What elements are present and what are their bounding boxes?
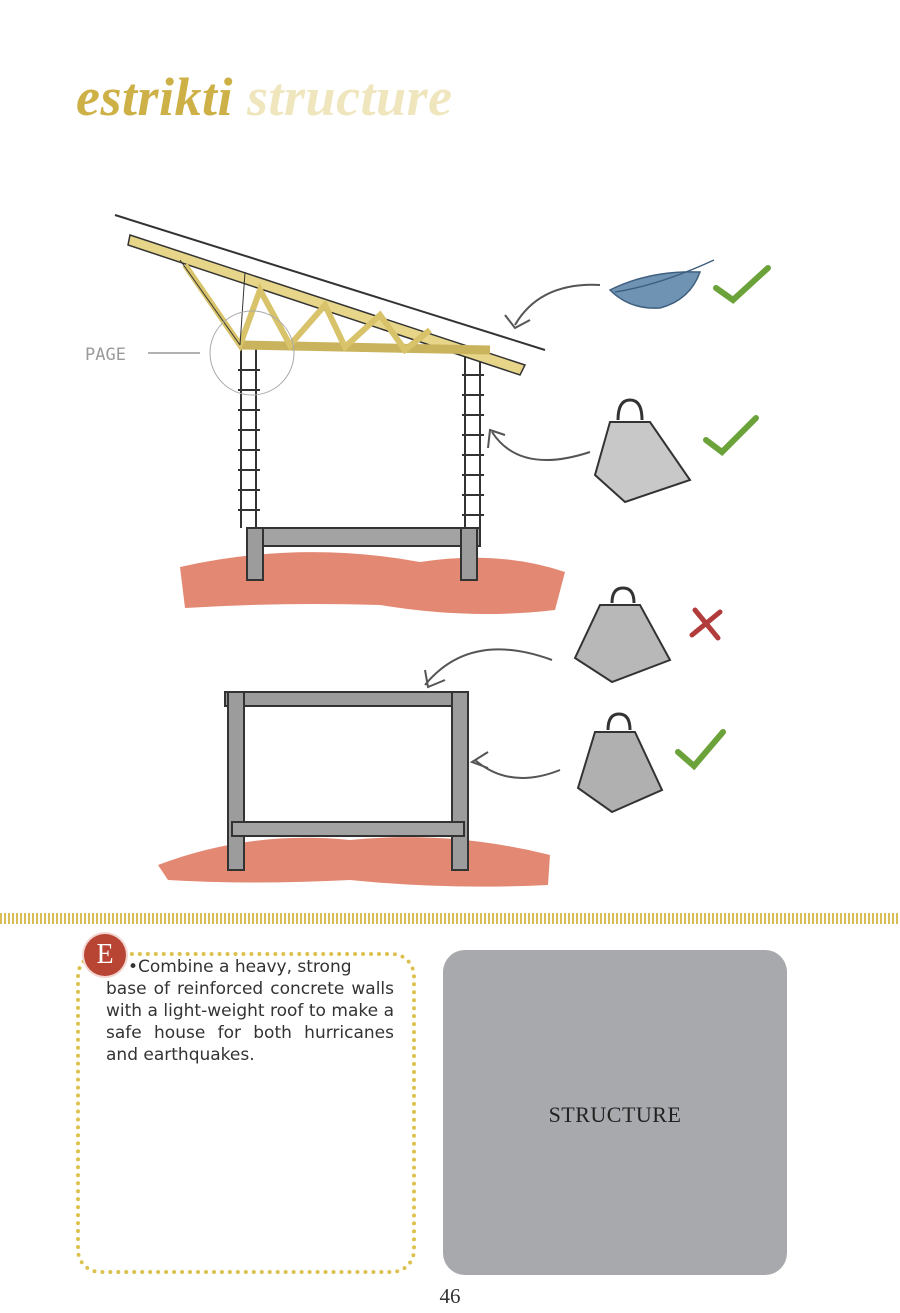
structure-panel-label: STRUCTURE (548, 1102, 682, 1127)
lower-wall-arrow (472, 752, 560, 778)
upper-right-footing (461, 528, 477, 580)
page-number: 46 (439, 1284, 461, 1308)
upper-house (85, 215, 600, 614)
note-badge: E (84, 934, 126, 976)
detail-circle (210, 311, 294, 395)
lower-floor-slab (232, 822, 464, 836)
check-icon-feather (716, 268, 768, 300)
note-body-text: base of reinforced concrete walls with a light-weight roof to make a safe house for both hurricanes and earthquakes. (106, 979, 394, 1065)
lower-frame-beam (225, 692, 467, 706)
roof-truss (115, 215, 545, 375)
wall-arrow (488, 430, 590, 460)
page-title (76, 67, 453, 127)
weight-icon-roof-rejected (575, 588, 670, 682)
note-bullet-text: •Combine a heavy, strong (128, 957, 352, 977)
lower-roof-arrow (425, 649, 552, 687)
section-divider (0, 913, 900, 924)
check-icon-upper-weight (706, 418, 756, 452)
upper-left-footing (247, 528, 263, 580)
lower-left-wall (228, 692, 244, 870)
structure-illustration (0, 190, 900, 900)
lower-right-wall (452, 692, 468, 870)
feather-icon (610, 260, 714, 308)
lower-house (158, 649, 560, 886)
upper-left-rebar-column (238, 348, 260, 528)
upper-floor-slab (248, 528, 480, 546)
page-label: PAGE (85, 345, 126, 365)
roof-arrow (505, 285, 600, 328)
note-text (106, 956, 394, 1066)
cross-icon (692, 610, 720, 638)
title-word-structure: structure (247, 67, 453, 127)
weight-icon-upper (595, 400, 690, 502)
weight-icon-wall (578, 714, 662, 812)
upper-right-rebar-column (462, 355, 484, 528)
lower-ground (158, 837, 550, 887)
check-icon-wall-weight (678, 732, 723, 766)
structure-panel (443, 950, 787, 1275)
upper-ground (180, 552, 565, 614)
title-word-estrikti: estrikti (76, 67, 234, 127)
